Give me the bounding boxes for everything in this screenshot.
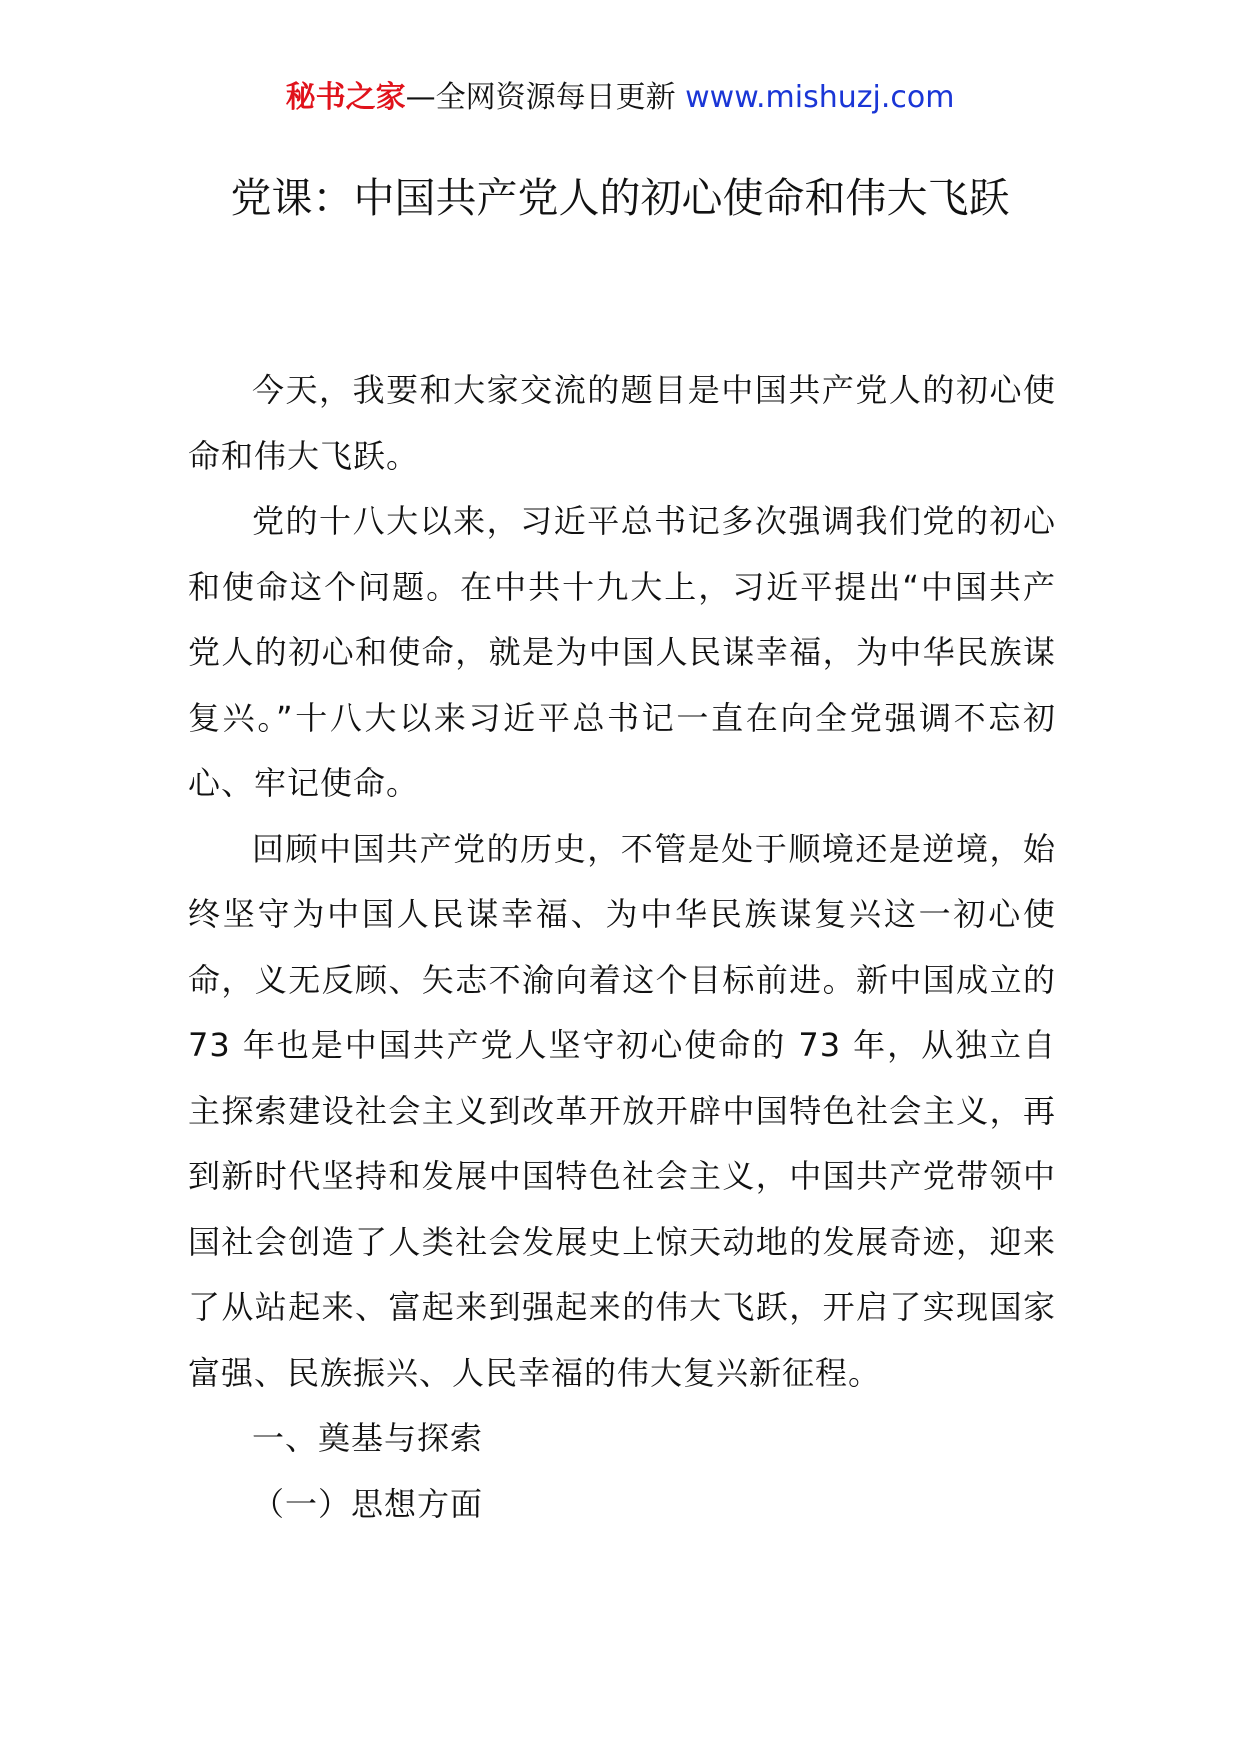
site-url-link[interactable]: www.mishuzj.com bbox=[685, 80, 955, 115]
section-heading: 一、奠基与探索 bbox=[252, 1419, 484, 1457]
site-header bbox=[0, 76, 1240, 120]
site-brand: 秘书之家 bbox=[285, 80, 406, 115]
document-body bbox=[188, 358, 1056, 1537]
site-tagline: —全网资源每日更新 bbox=[405, 80, 676, 115]
paragraph-mission: 党的十八大以来，习近平总书记多次强调我们党的初心和使命这个问题。在中共十九大上，习近平提出“中国共产党人的初心和使命，就是为中国人民谋幸福，为中华民族谋复兴。”十八大以来习近平总书记一直在向全党强调不忘初心、牢记使命。 bbox=[188, 502, 1056, 802]
paragraph-intro: 今天，我要和大家交流的题目是中国共产党人的初心使命和伟大飞跃。 bbox=[188, 371, 1056, 475]
document-title: 党课：中国共产党人的初心使命和伟大飞跃 bbox=[230, 174, 1010, 222]
subsection-heading: （一）思想方面 bbox=[252, 1484, 484, 1523]
paragraph-history: 回顾中国共产党的历史，不管是处于顺境还是逆境，始终坚守为中国人民谋幸福、为中华民族谋复兴这一初心使命，义无反顾、矢志不渝向着这个目标前进。新中国成立的 73 年也是中国共产党人坚守初心使命的 73 年，从独立自主探索建设社会主义到改革开放开辟中国特色社会主义，再到新时代坚持和发展中国特色社会主义，中国共产党带领中国社会创造了人类社会发展史上惊天动地的发展奇迹，迎来了从站起来、富起来到强起来的伟大飞跃，开启了实现国家富强、民族振兴、人民幸福的伟大复兴新征程。 bbox=[188, 829, 1056, 1392]
